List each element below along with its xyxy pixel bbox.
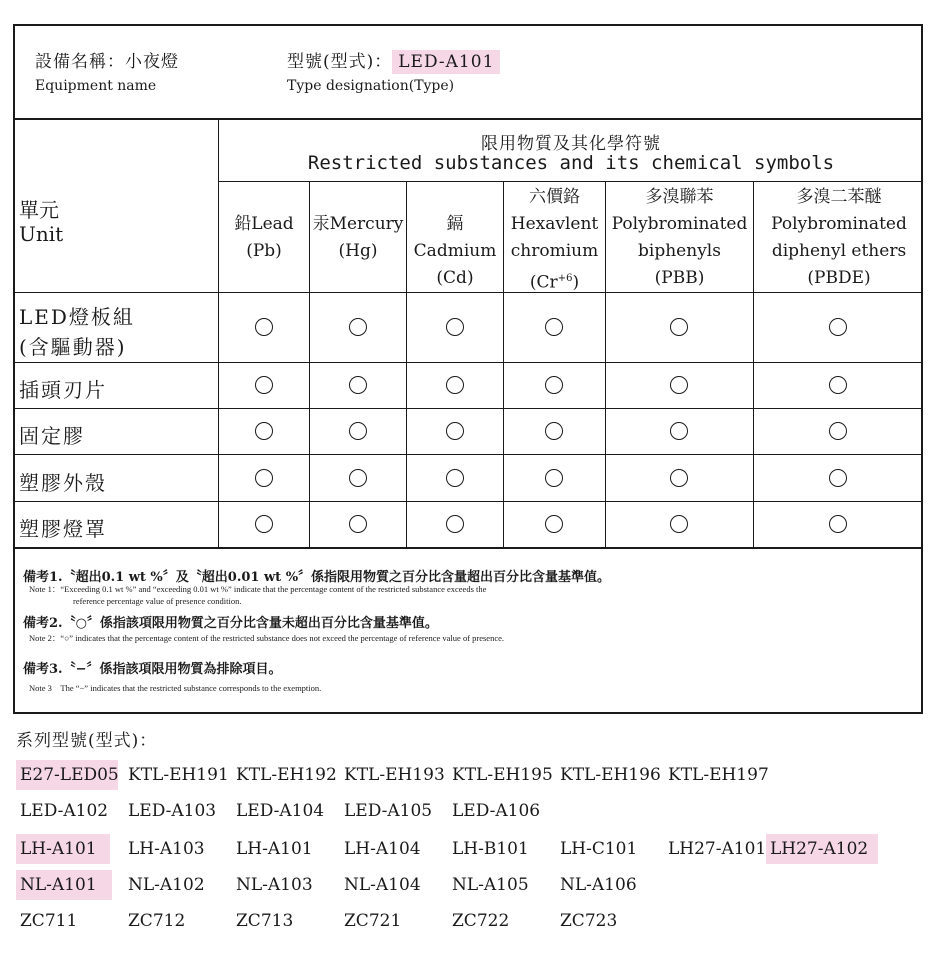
not-exceeding-mark xyxy=(349,422,367,440)
symbol-superscript: +6 xyxy=(557,273,573,284)
not-exceeding-mark xyxy=(829,422,847,440)
column-header-symbol: (Pb) xyxy=(246,241,282,261)
symbol-close: ) xyxy=(572,272,580,293)
type-value: LED-A101 xyxy=(392,50,500,74)
series-model-item: E27-LED05 xyxy=(16,760,118,790)
note-2-zh: 備考2.〝○〞係指該項限用物質之百分比含量未超出百分比含量基準值。 xyxy=(23,616,438,631)
column-header-symbol: (Hg) xyxy=(338,241,378,261)
series-model-item: LED-A104 xyxy=(236,801,325,821)
not-exceeding-mark xyxy=(255,376,273,394)
grid-line xyxy=(218,119,219,547)
not-exceeding-mark xyxy=(545,318,563,336)
restricted-heading-en: Restricted substances and its chemical symbols xyxy=(307,152,835,174)
series-model-item: LH-C101 xyxy=(560,839,638,859)
not-exceeding-mark xyxy=(255,318,273,336)
series-model-item: ZC713 xyxy=(236,911,294,931)
not-exceeding-mark xyxy=(670,422,688,440)
series-model-item: KTL-EH192 xyxy=(236,765,337,785)
series-title: 系列型號(型式)： xyxy=(16,731,158,751)
row-label-plastic-housing: 塑膠外殼 xyxy=(19,471,107,495)
not-exceeding-mark xyxy=(446,376,464,394)
equipment-name-zh: 設備名稱：小夜燈 xyxy=(35,52,179,72)
series-model-item: NL-A106 xyxy=(560,875,637,895)
series-model-item: LH-B101 xyxy=(452,839,529,859)
column-header-chromium xyxy=(504,184,605,297)
series-model-item: ZC712 xyxy=(128,911,186,931)
note-3-zh: 備考3.〝−〞係指該項限用物質為排除項目。 xyxy=(23,662,282,677)
column-header-text: 鎘Cadmium xyxy=(413,214,497,261)
row-label-plastic-cover: 塑膠燈罩 xyxy=(19,517,107,541)
column-header-text: diphenyl ethers xyxy=(771,241,907,261)
series-model-item: KTL-EH197 xyxy=(668,765,769,785)
column-header-zh: 多溴二苯醚 xyxy=(796,187,882,207)
column-header-text: Polybrominated xyxy=(771,214,907,234)
not-exceeding-mark xyxy=(545,515,563,533)
series-model-item: LH-A104 xyxy=(344,839,421,859)
column-header-pbde xyxy=(754,184,924,292)
series-model-item: KTL-EH191 xyxy=(128,765,229,785)
series-model-item: NL-A105 xyxy=(452,875,529,895)
series-model-item: NL-A102 xyxy=(128,875,205,895)
rohs-declaration-table xyxy=(13,24,923,714)
grid-line xyxy=(15,501,921,502)
row-label-plug-blade: 插頭刃片 xyxy=(19,378,107,402)
not-exceeding-mark xyxy=(829,469,847,487)
not-exceeding-mark xyxy=(349,376,367,394)
row-label-led-board: LED燈板組 xyxy=(19,305,135,329)
column-header-pbb xyxy=(606,184,753,292)
not-exceeding-mark xyxy=(545,376,563,394)
series-model-item: ZC721 xyxy=(344,911,402,931)
not-exceeding-mark xyxy=(446,469,464,487)
series-model-item: LED-A102 xyxy=(20,801,109,821)
note-2-en: Note 2：“○” indicates that the percentage content of the restricted substance does not exceed the percentage of reference value of presence. xyxy=(29,633,504,643)
column-header-symbol: (PBDE) xyxy=(807,268,871,288)
grid-line xyxy=(15,408,921,409)
not-exceeding-mark xyxy=(446,515,464,533)
grid-line xyxy=(218,181,921,182)
note-1-en-cont: reference percentage value of presence condition. xyxy=(73,596,242,606)
type-designation-zh xyxy=(287,47,500,72)
note-1-zh: 備考1.〝超出0.1 wt %〞及〝超出0.01 wt %〞係指限用物質之百分比含量超出百分比含量基準值。 xyxy=(23,570,611,585)
column-header-lead xyxy=(219,211,309,265)
not-exceeding-mark xyxy=(829,318,847,336)
column-header-mercury xyxy=(310,211,406,265)
series-model-item: LH27-A102 xyxy=(766,834,878,864)
note-1-en: Note 1：“Exceeding 0.1 wt %” and “exceeding 0.01 wt %” indicate that the percentage content of the restricted substance exceeds the xyxy=(29,584,487,594)
series-model-item: LED-A103 xyxy=(128,801,217,821)
column-header-zh: 六價鉻 xyxy=(529,187,580,207)
column-header-symbol: (PBB) xyxy=(654,268,705,288)
series-model-item: NL-A101 xyxy=(16,870,112,900)
column-header-text: 鉛Lead xyxy=(234,214,294,234)
column-header-symbol xyxy=(504,265,605,297)
grid-line xyxy=(15,362,921,363)
not-exceeding-mark xyxy=(349,515,367,533)
note-3-en: Note 3 The “−” indicates that the restricted substance corresponds to the exemption. xyxy=(29,683,322,693)
not-exceeding-mark xyxy=(255,469,273,487)
not-exceeding-mark xyxy=(255,515,273,533)
not-exceeding-mark xyxy=(829,376,847,394)
not-exceeding-mark xyxy=(446,422,464,440)
series-model-item: LH-A103 xyxy=(128,839,205,859)
series-model-item: NL-A103 xyxy=(236,875,313,895)
series-model-item: ZC711 xyxy=(20,911,78,931)
column-header-text: Hexavlent xyxy=(510,214,599,234)
column-header-text: 汞Mercury xyxy=(312,214,404,234)
series-model-item: ZC722 xyxy=(452,911,510,931)
zc-row-highlight xyxy=(16,906,624,936)
not-exceeding-mark xyxy=(670,469,688,487)
equipment-name-en: Equipment name xyxy=(35,78,157,94)
restricted-heading-zh: 限用物質及其化學符號 xyxy=(481,134,661,154)
not-exceeding-mark xyxy=(255,422,273,440)
not-exceeding-mark xyxy=(545,469,563,487)
series-model-item: LED-A105 xyxy=(344,801,433,821)
not-exceeding-mark xyxy=(349,469,367,487)
series-model-item: KTL-EH195 xyxy=(452,765,553,785)
unit-label-en: Unit xyxy=(19,222,64,246)
not-exceeding-mark xyxy=(670,318,688,336)
series-model-item: ZC723 xyxy=(560,911,618,931)
series-model-item: LED-A106 xyxy=(452,801,541,821)
type-designation-en: Type designation(Type) xyxy=(287,78,455,94)
not-exceeding-mark xyxy=(670,376,688,394)
not-exceeding-mark xyxy=(829,515,847,533)
not-exceeding-mark xyxy=(670,515,688,533)
grid-line xyxy=(15,292,921,293)
type-label: 型號(型式)： xyxy=(287,52,393,72)
table-bottom-divider xyxy=(15,547,921,549)
series-model-item: LH-A101 xyxy=(16,834,110,864)
series-model-item: KTL-EH193 xyxy=(344,765,445,785)
series-model-item: LH-A101 xyxy=(236,839,313,859)
column-header-cadmium xyxy=(407,211,503,292)
not-exceeding-mark xyxy=(446,318,464,336)
column-header-zh: 多溴聯苯 xyxy=(645,187,714,207)
not-exceeding-mark xyxy=(545,422,563,440)
header-divider xyxy=(15,118,921,120)
series-model-item: KTL-EH196 xyxy=(560,765,661,785)
row-label-led-board-sub: (含驅動器) xyxy=(19,335,127,359)
not-exceeding-mark xyxy=(349,318,367,336)
series-model-item: LH27-A101 xyxy=(668,839,767,859)
row-label-adhesive: 固定膠 xyxy=(19,424,85,448)
unit-label-zh: 單元 xyxy=(19,198,59,222)
column-header-text: Polybrominated xyxy=(611,214,748,234)
column-header-text: biphenyls xyxy=(638,241,721,261)
series-model-item: NL-A104 xyxy=(344,875,421,895)
column-header-symbol: (Cd) xyxy=(436,268,474,288)
symbol-text: (Cr xyxy=(529,272,558,293)
column-header-text: chromium xyxy=(510,241,599,261)
grid-line xyxy=(15,454,921,455)
